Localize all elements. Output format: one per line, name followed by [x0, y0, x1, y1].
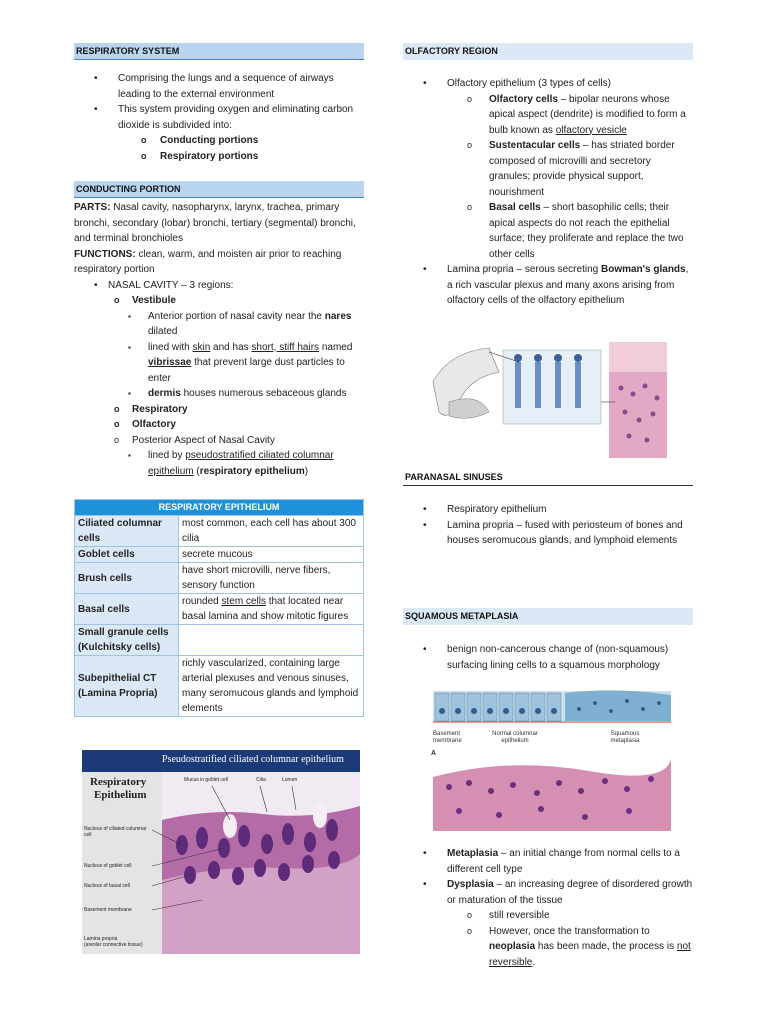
- list-item: o Basal cells – short basophilic cells; their apical aspects do not reach the epithelial surface; they proliferate and replace the two other cells: [403, 200, 693, 262]
- list-item: • This system providing oxygen and eliminating carbon dioxide is subdivided into:: [74, 102, 364, 133]
- table-row: Goblet cells secrete mucous: [75, 547, 364, 563]
- micrograph-side-title: Respiratory Epithelium: [90, 776, 147, 801]
- list-item: o Conducting portions: [74, 133, 364, 149]
- olfactory-epithelium-figure: [429, 342, 675, 458]
- label-cilia: Cilia: [256, 777, 266, 783]
- list-item: o Respiratory portions: [74, 149, 364, 165]
- list-item: o Posterior Aspect of Nasal Cavity: [74, 433, 364, 449]
- table-title: RESPIRATORY EPITHELIUM: [75, 500, 364, 516]
- label-normal-epithelium: Normal columnar epithelium: [492, 731, 538, 744]
- label-basement-membrane: Basement membrane: [84, 907, 132, 913]
- label-lamina-propria: Lamina propria (areolar connective tissue): [84, 936, 143, 948]
- table-row: Subepithelial CT (Lamina Propria) richly vascularized, containing large arterial plexuses and venous sinuses, many seromucous glands and lymphoid elements: [75, 656, 364, 717]
- section-heading-paranasal-sinuses: PARANASAL SINUSES: [403, 469, 693, 486]
- list-item: o Respiratory: [74, 402, 364, 418]
- label-basement-membrane: Basement membrane: [433, 731, 462, 744]
- label-nucleus-ciliated: Nucleus of ciliated columnar cell: [84, 826, 147, 838]
- list-item: ▪ dermis houses numerous sebaceous glands: [74, 386, 364, 402]
- label-nucleus-goblet: Nucleus of goblet cell: [84, 863, 132, 869]
- parts-paragraph: PARTS: Nasal cavity, nasopharynx, larynx, trachea, primary bronchi, secondary (lobar) bronchi, tertiary (segmental) bronchi, and terminal bronchioles: [74, 202, 356, 244]
- squamous-metaplasia-figure: [429, 687, 675, 835]
- respiratory-epithelium-table: [74, 499, 364, 717]
- conducting-portion-body: [74, 200, 364, 479]
- section-heading-olfactory-region: OLFACTORY REGION: [403, 43, 693, 60]
- list-item: ▪ lined with skin and has short, stiff hairs named vibrissae that prevent large dust particles to enter: [74, 340, 364, 387]
- paranasal-sinuses-body: [403, 502, 693, 549]
- section-heading-conducting-portion: CONDUCTING PORTION: [74, 181, 364, 198]
- list-item: • Lamina propria – serous secreting Bowman's glands, a rich vascular plexus and many axons arising from olfactory cells of the olfactory epithelium: [403, 262, 693, 309]
- table-row: Small granule cells (Kulchitsky cells): [75, 625, 364, 656]
- respiratory-system-body: [74, 71, 364, 164]
- list-item: o still reversible: [403, 908, 693, 924]
- list-item: ▪ Anterior portion of nasal cavity near the nares dilated: [74, 309, 364, 340]
- label-squamous-metaplasia: Squamous metaplasia: [610, 731, 640, 744]
- list-item: • Olfactory epithelium (3 types of cells): [403, 76, 693, 92]
- functions-paragraph: FUNCTIONS: clean, warm, and moisten air prior to reaching respiratory portion: [74, 248, 342, 275]
- list-item: o Vestibule: [74, 293, 364, 309]
- list-item: • Respiratory epithelium: [403, 502, 693, 518]
- table-row: Brush cells have short microvilli, nerve fibers, sensory function: [75, 563, 364, 594]
- list-item: • NASAL CAVITY – 3 regions:: [74, 278, 364, 294]
- metaplasia-intro: [403, 642, 693, 673]
- list-item: o Olfactory cells – bipolar neurons whose apical aspect (dendrite) is modified to form a bulb known as olfactory vesicle: [403, 92, 693, 139]
- list-item: ▪ lined by pseudostratified ciliated columnar epithelium (respiratory epithelium): [74, 448, 364, 479]
- label-lumen: Lumen: [282, 777, 298, 783]
- olfactory-region-body: [403, 76, 693, 309]
- label-nucleus-basal: Nucleus of basal cell: [84, 883, 130, 889]
- list-item: o However, once the transformation to neoplasia has been made, the process is not reversible.: [403, 924, 693, 971]
- list-item: • Comprising the lungs and a sequence of airways leading to the external environment: [74, 71, 364, 102]
- label-mucus: Mucus in goblet cell: [184, 777, 228, 783]
- list-item: o Olfactory: [74, 417, 364, 433]
- table-row: Basal cells rounded stem cells that located near basal lamina and show mitotic figures: [75, 594, 364, 625]
- list-item: • Dysplasia – an increasing degree of disordered growth or maturation of the tissue: [403, 877, 693, 908]
- metaplasia-definitions: [403, 846, 693, 970]
- list-item: • Lamina propria – fused with periosteum of bones and houses seromucous glands, and lymphoid elements: [403, 518, 693, 549]
- list-item: o Sustentacular cells – has striated border composed of microvilli and secretory granules; provide physical support, nourishment: [403, 138, 693, 200]
- list-item: • Metaplasia – an initial change from normal cells to a different cell type: [403, 846, 693, 877]
- table-row: Ciliated columnar cells most common, each cell has about 300 cilia: [75, 516, 364, 547]
- respiratory-epithelium-micrograph: [82, 750, 360, 954]
- section-heading-respiratory-system: RESPIRATORY SYSTEM: [74, 43, 364, 60]
- list-item: • benign non-cancerous change of (non-squamous) surfacing lining cells to a squamous morphology: [403, 642, 693, 673]
- micrograph-title: Pseudostratified ciliated columnar epithelium: [162, 754, 344, 765]
- section-heading-squamous-metaplasia: SQUAMOUS METAPLASIA: [403, 608, 693, 625]
- label-panel-a: A: [431, 750, 437, 757]
